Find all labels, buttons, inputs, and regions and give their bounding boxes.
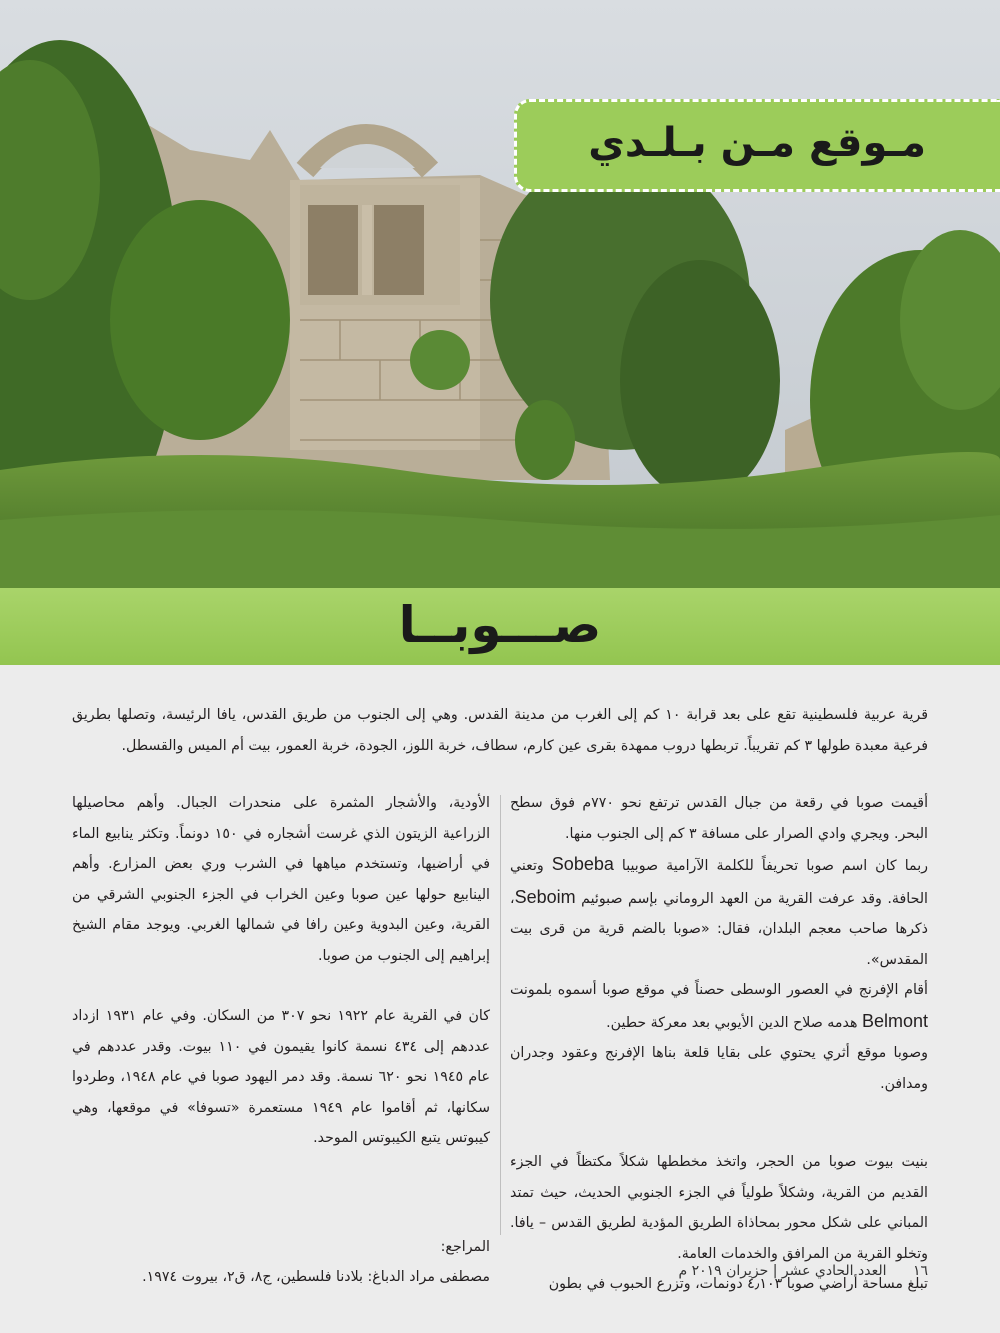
intro-paragraph: قرية عربية فلسطينية تقع على بعد قرابة ١٠ كم إلى الغرب من مدينة القدس. وهي إلى الجنوب من طريق القدس، يافا الرئيسة، وتصلها بطريق فرعية معبدة طولها ٣ كم تقريباً. تربطها دروب ممهدة بقرى عين كارم، سطاف، خربة اللوز، الجودة، خربة العمور، بيت أم الميس والقسطل. [72,707,928,754]
column-divider [500,795,501,1235]
issue-info: العدد الحادي عشر | حزيران ٢٠١٩ م [678,1263,887,1279]
page-number: ١٦ [912,1263,928,1279]
paragraph: الأودية، والأشجار المثمرة على منحدرات الجبال. وأهم محاصيلها الزراعية الزيتون الذي غرست أشجاره في ١٥٠ دونماً. وتكثر ينابيع الماء في أراضيها، وتستخدم مياهها في الشرب وري بعض المزارع. وأهم الينابيع حولها عين صوبا وعين الخراب في الجزء الجنوبي الشرقي من القرية، وعين البدوية وعين رافا في شمالها الغربي. ويوجد مقام الشيخ إبراهيم إلى الجنوب من صوبا. [72,795,491,964]
references-label: المراجع: [440,1238,490,1255]
article-title: صـــوبــا [398,596,602,654]
page-footer [678,1263,928,1279]
reference: مصطفى مراد الدباغ: بلادنا فلسطين، ج٨، ق٢، بيروت ١٩٧٤. [142,1269,490,1285]
section-banner [514,99,1000,192]
latin-term: Seboim [514,886,576,907]
paragraph: كان في القرية عام ١٩٢٢ نحو ٣٠٧ من السكان. وفي عام ١٩٣١ ازداد عددهم إلى ٤٣٤ نسمة كانوا يقيمون في ١١٠ بيوت. وقدر عددهم في عام ١٩٤٥ نحو ٦٢٠ نسمة. وقد دمر اليهود صوبا في عام ١٩٤٨، وطردوا سكانها، ثم أقاموا عام ١٩٤٩ مستعمرة «تسوفا» في موقعها، وهي كيبوتس يتبع الكيبوتس الموحد. [72,1008,490,1146]
paragraph: بنيت بيوت صوبا من الحجر، واتخذ مخططها شكلاً مكتظاً في الجزء القديم من القرية، وشكلاً طولياً في الجزء الجنوبي الحديث، حيث تمتد المباني على شكل محور بمحاذاة الطريق المؤدية لطريق القدس – يافا. وتخلو القرية من المرافق والخدمات العامة. [510,1154,928,1262]
section-title: مـوقع مـن بـلـدي [588,120,926,166]
latin-term: Sobeba [551,854,614,874]
paragraph: أقام الإفرنج في العصور الوسطى حصناً في موقع صوبا أسموه بلمونت Belmont هدمه صلاح الدين الأيوبي بعد معركة حطين. [510,982,928,1031]
paragraph: أقيمت صوبا في رقعة من جبال القدس ترتفع نحو ٧٧٠م فوق سطح البحر. ويجري وادي الصرار على مسافة ٣ كم إلى الجنوب منها. [510,795,929,842]
right-column [510,788,928,1300]
left-column [72,788,490,1293]
paragraph: ربما كان اسم صوبا تحريفاً للكلمة الآرامية صوبيبا Sobeba وتعني الحافة. وقد عرفت القرية من العهد الروماني بإسم صبوئيم Seboim، ذكرها صاحب معجم البلدان، فقال: «صوبا بالضم قرية من قرى بيت المقدس». [510,854,929,968]
ruins-photo [0,0,1000,590]
latin-term: Belmont [861,1010,928,1031]
paragraph: تبلغ مساحة أراضي صوبا ٤٫١٠٣ دونمات، وتزرع الحبوب في بطون [548,1276,928,1292]
title-bar [0,588,1000,665]
paragraph: وصوبا موقع أثري يحتوي على بقايا قلعة بناها الإفرنج وعقود وجدران ومدافن. [510,1045,928,1092]
